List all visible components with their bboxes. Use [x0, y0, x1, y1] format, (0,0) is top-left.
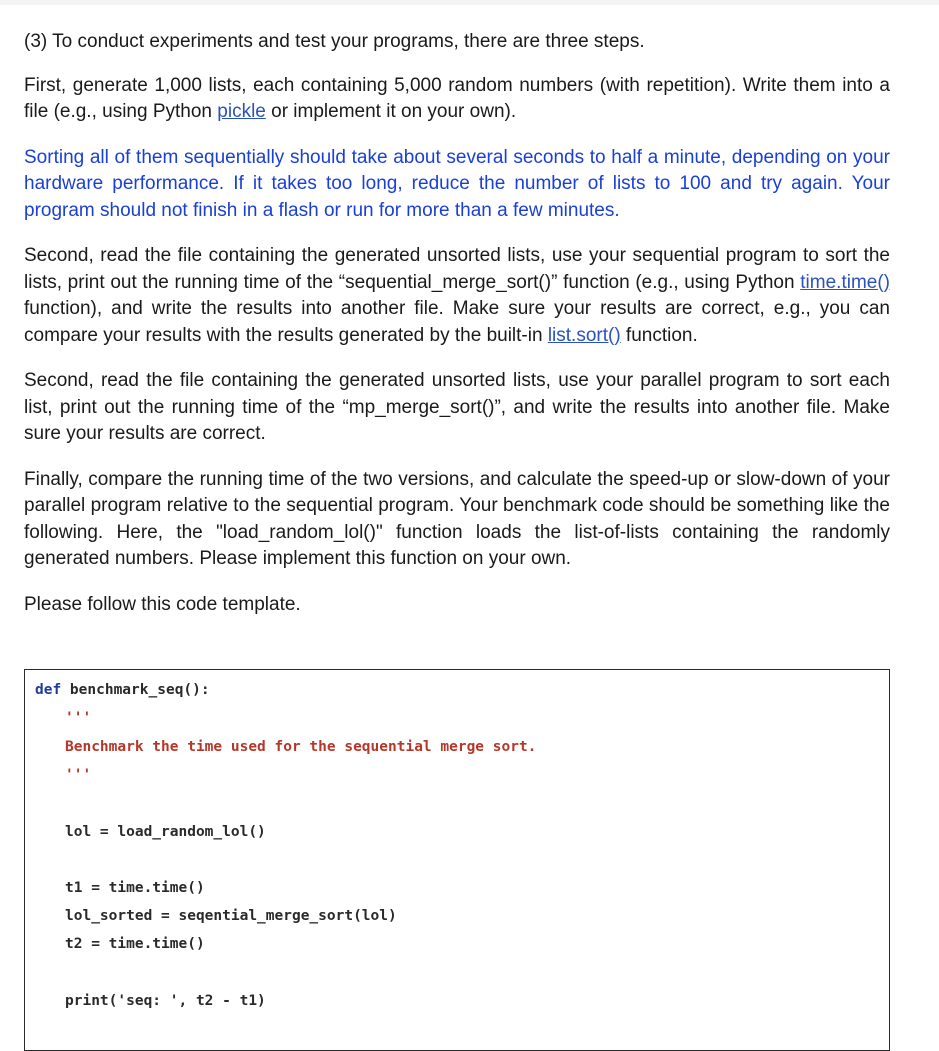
code-block	[24, 669, 890, 1051]
code-line-sorted: lol_sorted = seqential_merge_sort(lol)	[65, 908, 397, 924]
code-line-t2: t2 = time.time()	[65, 936, 205, 952]
code-def-keyword: def	[35, 682, 62, 698]
paragraph-template-note: Please follow this code template.	[24, 593, 301, 615]
paragraph-sequential-text-end: function.	[620, 324, 698, 346]
top-strip	[0, 0, 939, 5]
paragraph-note: Sorting all of them sequentially should take about several seconds to half a minute, depending on your hardware performance. If it takes too long, reduce the number of lists to 100 and try again. Your program should not finish in a flash or run for more than a few minutes.	[24, 146, 890, 221]
section-heading: (3) To conduct experiments and test your programs, there are three steps.	[24, 31, 645, 52]
code-line-t1: t1 = time.time()	[65, 880, 205, 896]
code-line-lol: lol = load_random_lol()	[65, 824, 266, 840]
paragraph-generate	[24, 73, 890, 126]
time-time-link[interactable]: time.time()	[800, 271, 890, 293]
paragraph-generate-text-end: or implement it on your own).	[265, 101, 517, 122]
code-line-def	[35, 680, 210, 700]
code-docstring-open: '''	[65, 710, 92, 726]
code-line-print: print('seq: ', t2 - t1)	[65, 993, 266, 1009]
paragraph-generate-text: First, generate 1,000 lists, each containing 5,000 random numbers (with repetition). Write them into a file (e.g., using Python	[24, 74, 890, 122]
code-docstring-close: '''	[65, 767, 92, 783]
paragraph-sequential	[24, 243, 890, 349]
paragraph-parallel: Second, read the file containing the generated unsorted lists, use your parallel program to sort each list, print out the running time of the “mp_merge_sort()”, and write the results into another file. Make sure your results are correct.	[24, 370, 890, 444]
document-body	[24, 29, 890, 618]
paragraph-sequential-text-middle: function), and write the results into another file. Make sure your results are correct, e.g., you can compare your results with the results generated by the built-in	[24, 298, 890, 346]
paragraph-sequential-text: Second, read the file containing the generated unsorted lists, use your sequential program to sort the lists, print out the running time of the “sequential_merge_sort()” function (e.g., using Python	[24, 245, 890, 293]
list-sort-link[interactable]: list.sort()	[547, 324, 621, 346]
code-docstring-text: Benchmark the time used for the sequential merge sort.	[65, 739, 537, 755]
pickle-link[interactable]: pickle	[217, 101, 266, 122]
code-func-signature: benchmark_seq():	[61, 682, 210, 698]
paragraph-finally: Finally, compare the running time of the two versions, and calculate the speed-up or slow-down of your parallel program relative to the sequential program. Your benchmark code should be something like the following. Here, the "load_random_lol()" function loads the list-of-lists containing the randomly generated numbers. Please implement this function on your own.	[24, 468, 890, 569]
